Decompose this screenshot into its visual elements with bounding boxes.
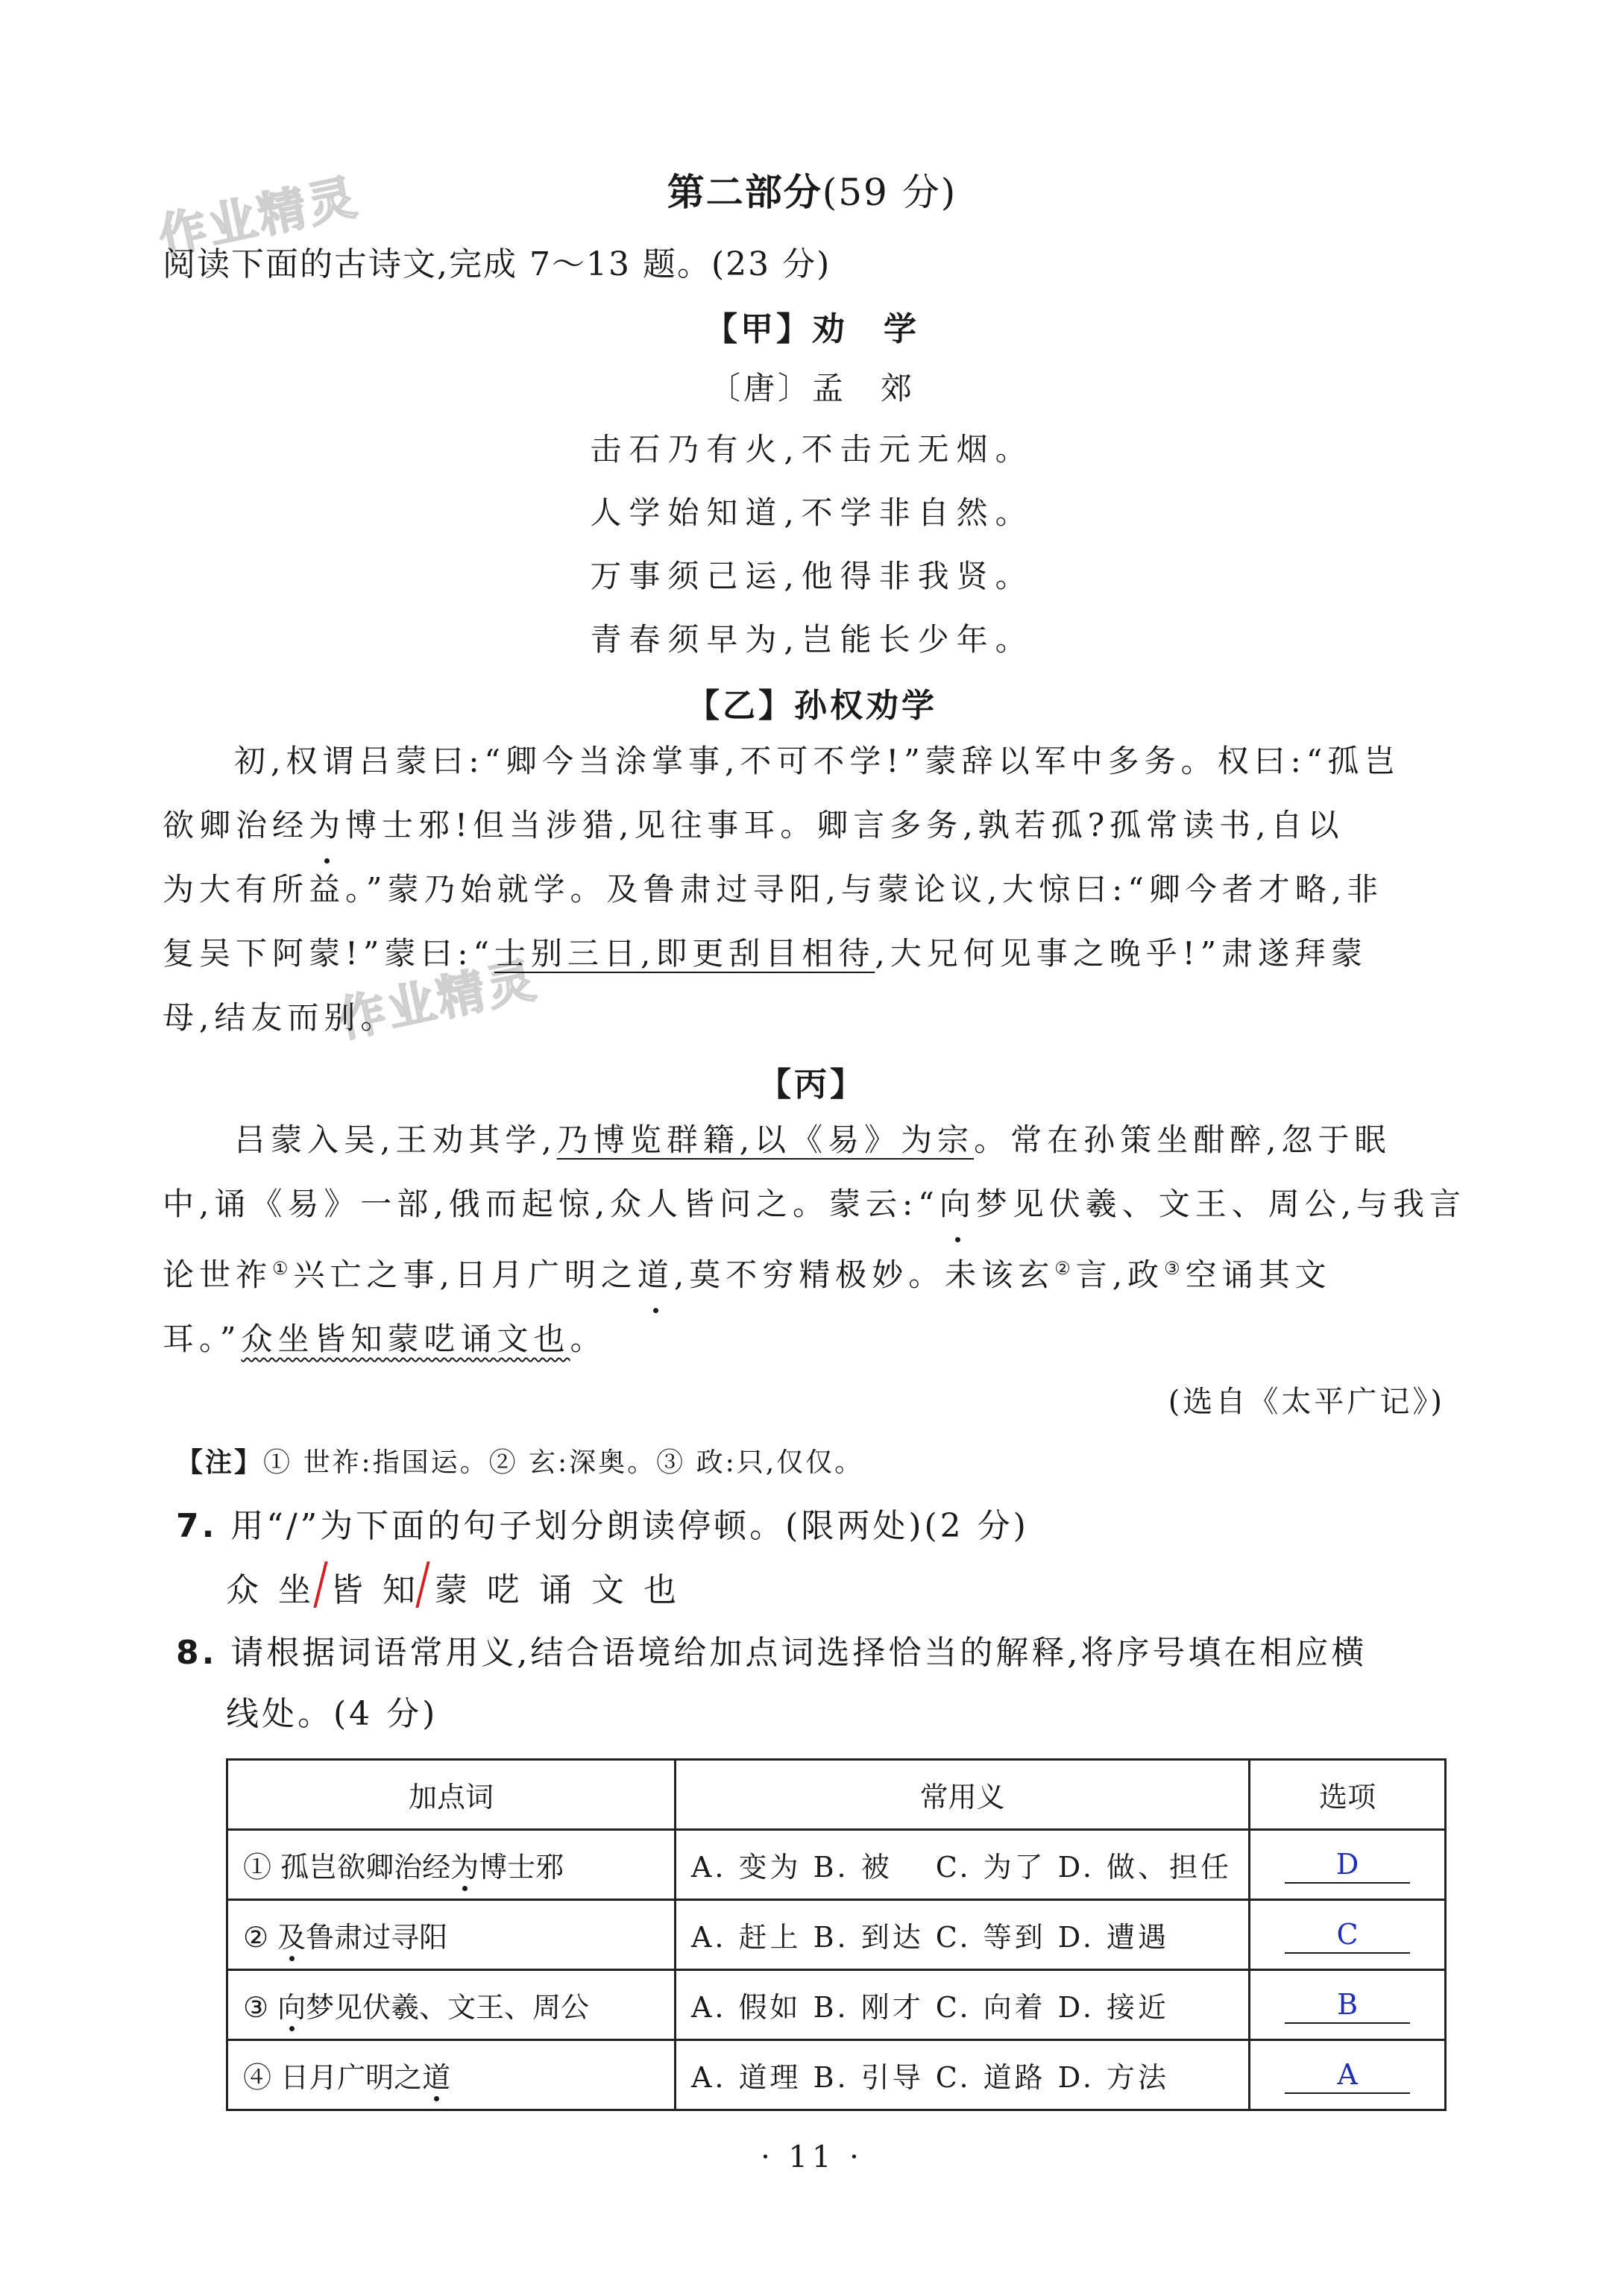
pause-char: 坐	[278, 1571, 311, 1609]
text-b-passage	[163, 729, 1445, 1050]
answer-table	[226, 1758, 1447, 2111]
poem-line: 青春须早为,岂能长少年。	[590, 621, 1034, 658]
poem-line: 击石乃有火,不击元无烟。	[590, 431, 1034, 468]
poem-line: 万事须己运,他得非我贤。	[590, 558, 1034, 594]
text-c-passage	[163, 1108, 1467, 1371]
header-meaning: 常用义	[675, 1760, 1249, 1830]
underlined-sentence: 士别三日,即更刮目相待	[494, 935, 875, 972]
pause-char: 呓	[487, 1571, 520, 1609]
source-citation: (选自《太平广记》)	[1168, 1385, 1445, 1419]
part-title-text: 第二部分	[667, 170, 822, 214]
answer-blank[interactable]: B	[1285, 1987, 1410, 2024]
watermark-top: 作业精灵	[154, 169, 364, 266]
option-cell	[1250, 1970, 1446, 2040]
question-8-continued: 线处。(4 分)	[226, 1695, 438, 1733]
meaning-cell: A. 赶上 B. 到达 C. 等到 D. 遭遇	[675, 1900, 1249, 1970]
note-ref: ①	[272, 1258, 294, 1279]
question-8: 8. 请根据词语常用义,结合语境给加点词选择恰当的解释,将序号填在相应横	[176, 1634, 1368, 1672]
text-b-line: 为大有所益。”蒙乃始就学。及鲁肃过寻阳,与蒙论议,大惊曰:“卿今者才略,非	[163, 871, 1384, 908]
wavy-underlined-sentence: 众坐皆知蒙呓诵文也	[241, 1321, 570, 1357]
dotted-word-xiang: 向	[940, 1172, 976, 1236]
header-word: 加点词	[227, 1760, 676, 1830]
option-cell	[1250, 1900, 1446, 1970]
option-cell	[1250, 1830, 1446, 1900]
table-header-row	[227, 1760, 1446, 1830]
pause-char: 蒙	[435, 1571, 468, 1609]
table-row	[227, 1830, 1446, 1900]
word-cell: ① 孤岂欲卿治经为博士邪	[227, 1830, 676, 1900]
text-b-line: 复吴下阿蒙!”蒙曰:“士别三日,即更刮目相待,大兄何见事之晚乎!”肃遂拜蒙	[163, 935, 1368, 972]
dotted-word-wei: 为	[309, 793, 345, 858]
word-cell: ④ 日月广明之道	[227, 2040, 676, 2110]
question-7: 7. 用“/”为下面的句子划分朗读停顿。(限两处)(2 分)	[176, 1507, 1029, 1545]
poem-author: 〔唐〕孟 郊	[708, 370, 915, 406]
text-b-line: 初,权谓吕蒙曰:“卿今当涂掌事,不可不学!”蒙辞以军中多务。权曰:“孤岂	[234, 743, 1401, 779]
text-c-line: 论世祚①兴亡之事,日月广明之道,莫不穷精极妙。未该玄②言,政③空诵其文	[163, 1236, 1445, 1307]
poem-line: 人学始知道,不学非自然。	[590, 494, 1034, 531]
note-ref: ②	[1054, 1258, 1076, 1279]
pause-char: 知	[383, 1571, 415, 1609]
watermark-middle: 作业精灵	[333, 952, 543, 1049]
reading-intro: 阅读下面的古诗文,完成 7～13 题。(23 分)	[163, 245, 831, 283]
pause-char: 文	[591, 1571, 624, 1609]
word-cell: ② 及鲁肃过寻阳	[227, 1900, 676, 1970]
pause-sentence	[226, 1563, 696, 1611]
poem-heading: 【甲】劝 学	[705, 310, 919, 348]
text-b-heading: 【乙】孙权劝学	[687, 687, 937, 725]
table-row	[227, 1970, 1446, 2040]
header-option: 选项	[1250, 1760, 1446, 1830]
meaning-cell: A. 变为 B. 被 C. 为了 D. 做、担任	[675, 1830, 1249, 1900]
underlined-sentence: 乃博览群籍,以《易》为宗	[556, 1122, 975, 1158]
page-number: · 11 ·	[761, 2140, 863, 2174]
text-b-line: 母,结友而别。	[163, 999, 397, 1036]
table-row	[227, 1900, 1446, 1970]
meaning-cell: A. 假如 B. 刚才 C. 向着 D. 接近	[675, 1970, 1249, 2040]
pause-char: 皆	[330, 1571, 363, 1609]
annotation-note: 【注】① 世祚:指国运。② 玄:深奥。③ 政:只,仅仅。	[176, 1447, 864, 1478]
dotted-word-dao: 道	[638, 1243, 674, 1307]
text-b-line: 欲卿治经为博士邪!但当涉猎,见往事耳。卿言多务,孰若孤?孤常读书,自以	[163, 793, 1445, 858]
answer-blank[interactable]: C	[1285, 1916, 1410, 1954]
pause-char: 也	[643, 1571, 676, 1609]
table-row	[227, 2040, 1446, 2110]
text-c-line: 耳。”众坐皆知蒙呓诵文也。	[163, 1321, 607, 1357]
answer-blank[interactable]: D	[1285, 1846, 1410, 1884]
part-score: (59 分)	[822, 171, 957, 214]
part-title	[0, 163, 1624, 216]
pause-char: 众	[226, 1571, 259, 1609]
note-ref: ③	[1164, 1258, 1186, 1279]
text-c-line: 中,诵《易》一部,俄而起惊,众人皆问之。蒙云:“向梦见伏羲、文王、周公,与我言	[163, 1172, 1445, 1236]
answer-blank[interactable]: A	[1285, 2057, 1410, 2094]
pause-char: 诵	[539, 1571, 572, 1609]
option-cell	[1250, 2040, 1446, 2110]
meaning-cell: A. 道理 B. 引导 C. 道路 D. 方法	[675, 2040, 1249, 2110]
word-cell: ③ 向梦见伏羲、文王、周公	[227, 1970, 676, 2040]
text-c-heading: 【丙】	[758, 1066, 866, 1104]
text-c-line: 吕蒙入吴,王劝其学,乃博览群籍,以《易》为宗。常在孙策坐酣醉,忽于眠	[234, 1122, 1391, 1158]
